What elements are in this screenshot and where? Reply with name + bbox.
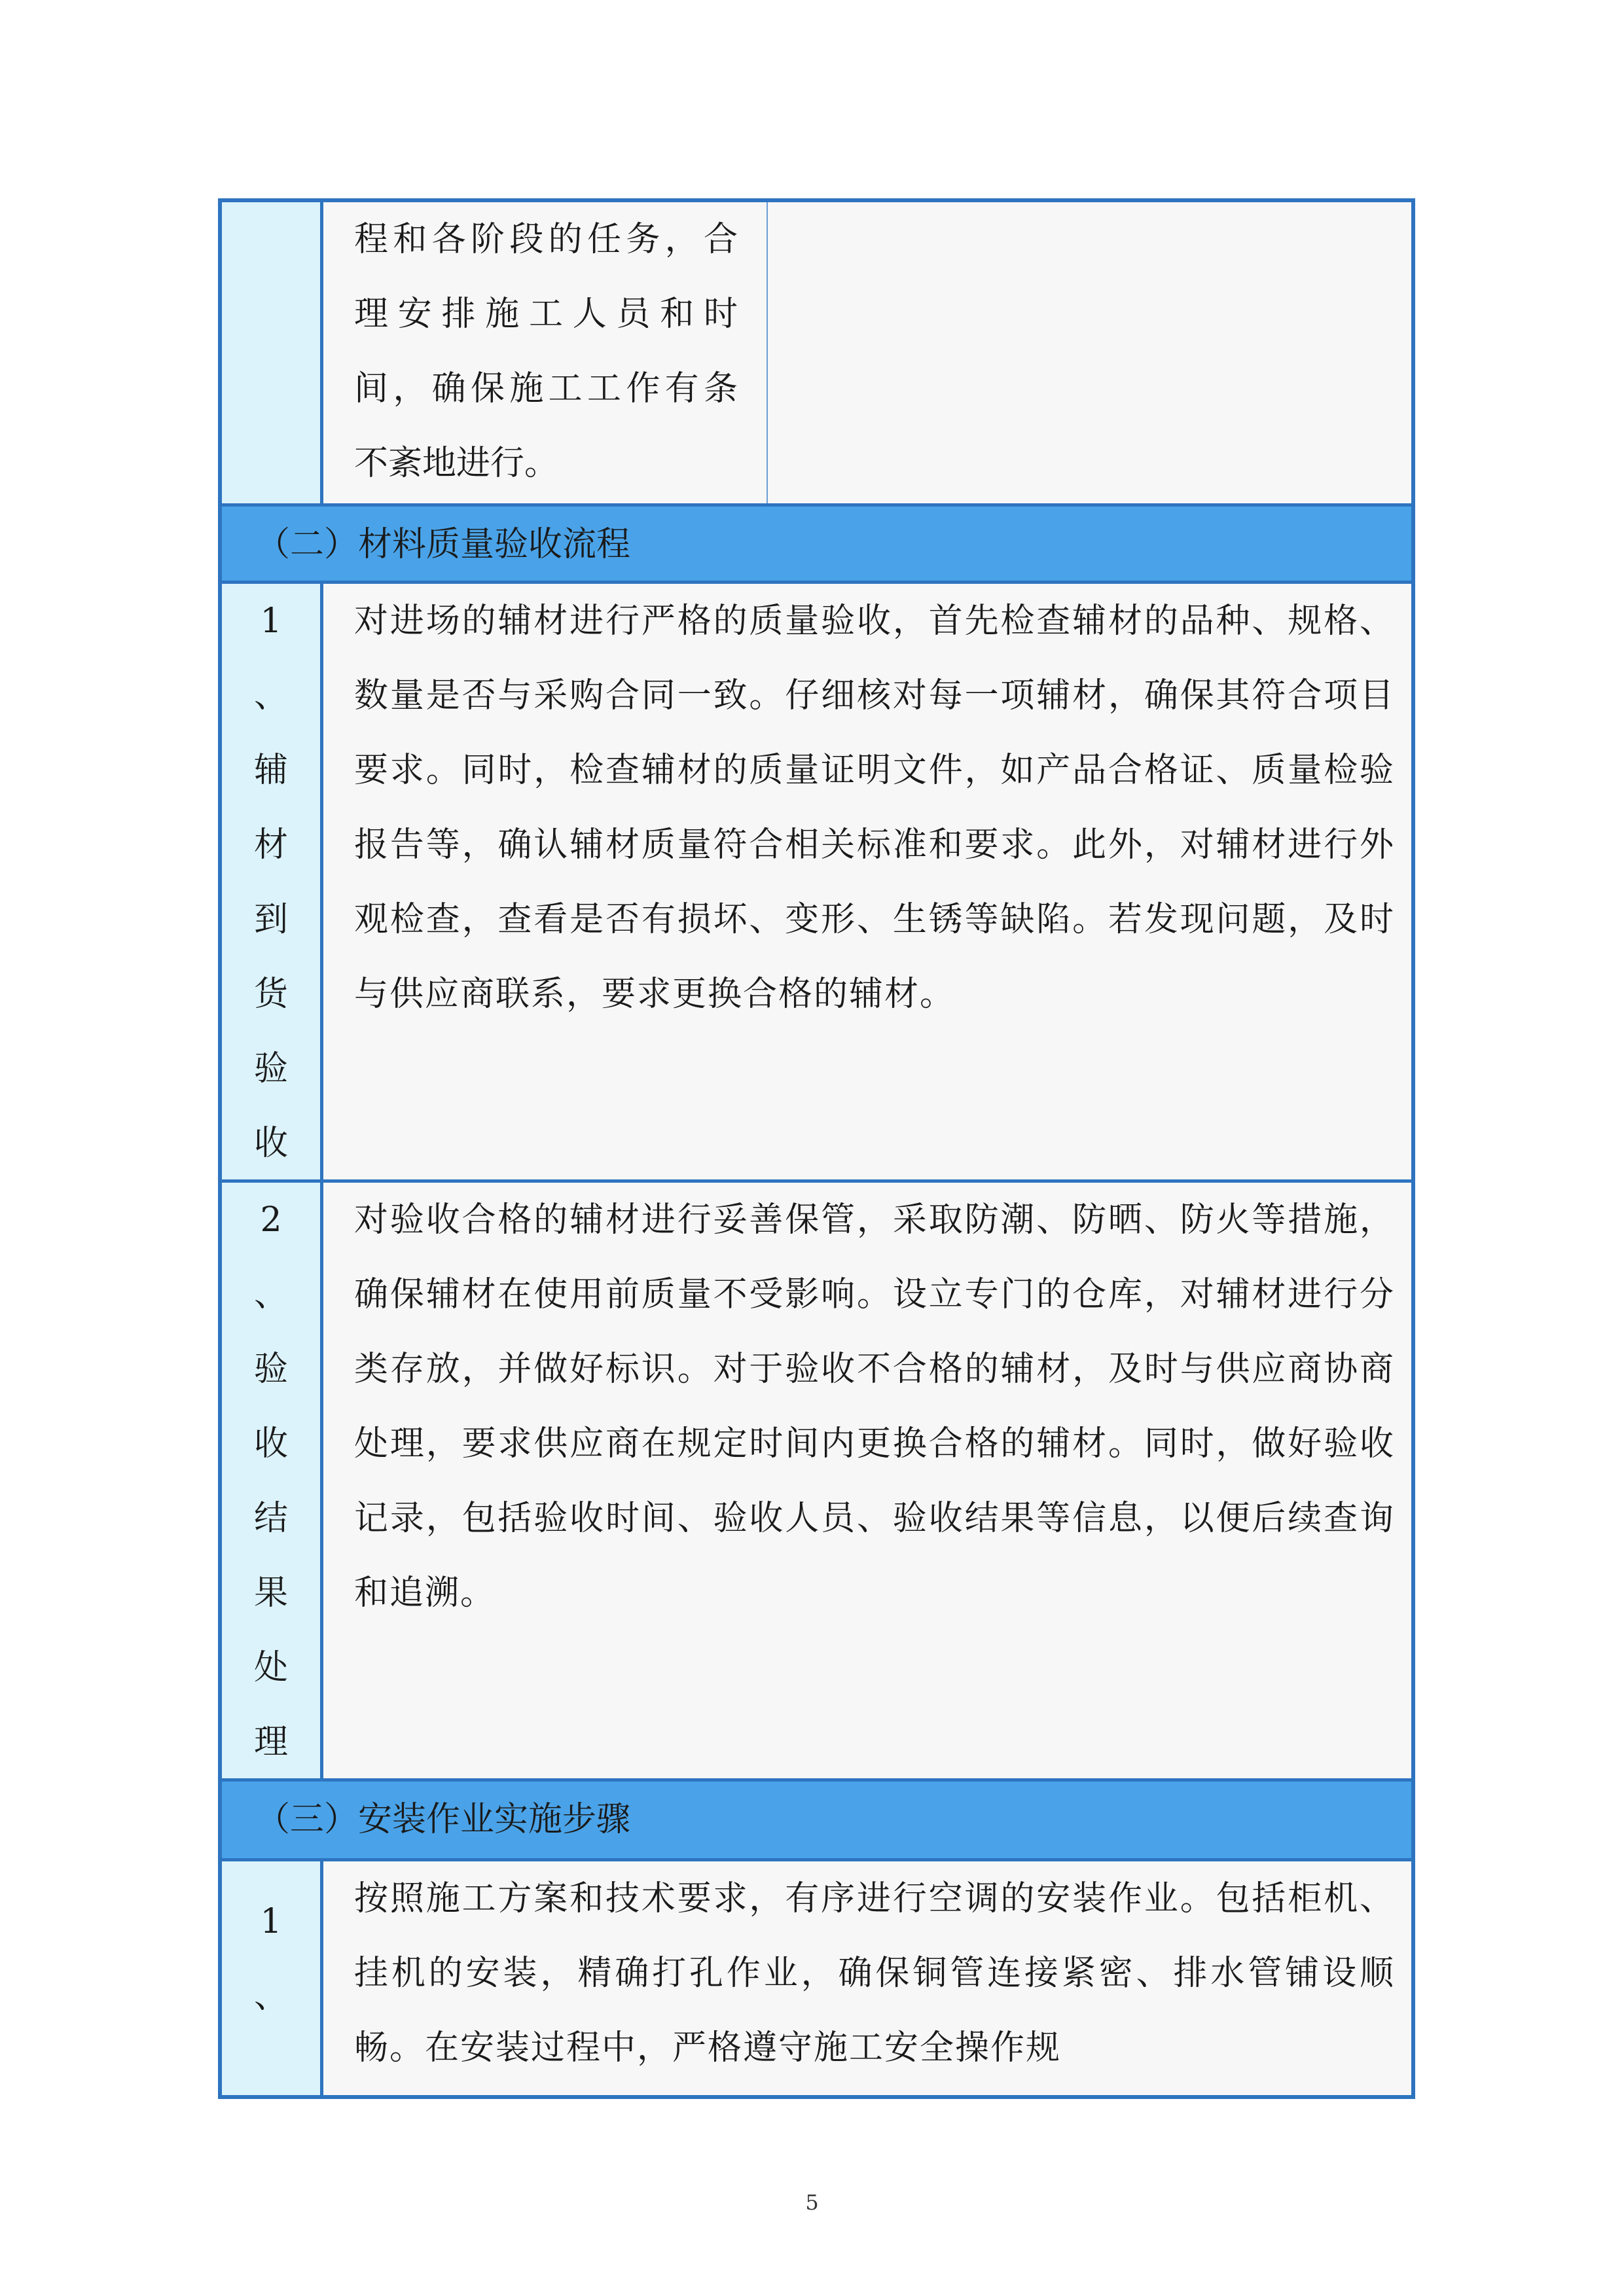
- item-label-char: 货: [253, 975, 288, 1014]
- top-row-line: 理安排施工人员和时: [354, 295, 738, 334]
- top-row-number-cell: [222, 202, 320, 503]
- item-text: 按照施工方案和技术要求，有序进行空调的安装作业。包括柜机、挂机的安装，精确打孔作业，确保铜管连接紧密、排水管铺设顺畅。在安装过程中，严格遵守施工安全操作规: [354, 1879, 1395, 2068]
- item-label-char: 收: [253, 1424, 288, 1463]
- item-label-char: 、: [253, 1275, 288, 1314]
- top-row-line: 间，确保施工工作有条: [354, 369, 738, 408]
- top-row-line: 程和各阶段的任务，合: [354, 220, 738, 259]
- item-label-char: 辅: [253, 751, 288, 790]
- content-table: [218, 198, 1415, 2099]
- item-number-cell: [222, 1183, 320, 1778]
- item-label-char: 2: [260, 1200, 282, 1240]
- column-divider: [320, 1861, 323, 2095]
- item-label-char: 理: [253, 1723, 288, 1762]
- item-text: 对进场的辅材进行严格的质量验收，首先检查辅材的品种、规格、数量是否与采购合同一致。仔细核对每一项辅材，确保其符合项目要求。同时，检查辅材的质量证明文件，如产品合格证、质量检验报告等，确认辅材质量符合相关标准和要求。此外，对辅材进行外观检查，查看是否有损坏、变形、生锈等缺陷。若发现问题，及时与供应商联系，要求更换合格的辅材。: [354, 601, 1395, 1014]
- section-header-text: （三）安装作业实施步骤: [256, 1800, 631, 1839]
- item-label-char: 材: [253, 825, 288, 865]
- column-divider: [320, 202, 323, 503]
- section-header-3: [222, 1782, 1411, 1858]
- page-number: 5: [805, 2190, 819, 2215]
- item-label-char: 1: [260, 1902, 282, 1941]
- section-header-text: （二）材料质量验收流程: [256, 525, 631, 564]
- item-label-char: 验: [253, 1049, 288, 1088]
- item-text: 对验收合格的辅材进行妥善保管，采取防潮、防晒、防火等措施，确保辅材在使用前质量不受影响。设立专门的仓库，对辅材进行分类存放，并做好标识。对于验收不合格的辅材，及时与供应商协商处理，要求供应商在规定时间内更换合格的辅材。同时，做好验收记录，包括验收时间、验收人员、验收结果等信息，以便后续查询和追溯。: [354, 1200, 1395, 1613]
- item-number-cell: [222, 584, 320, 1179]
- top-row-line: 不紊地进行。: [354, 444, 559, 483]
- item-label-char: 果: [253, 1573, 288, 1613]
- column-divider-thin: [767, 202, 768, 503]
- column-divider: [320, 584, 323, 1179]
- item-label-char: 1: [260, 601, 282, 641]
- item-label-char: 、: [253, 676, 288, 715]
- item-label-char: 到: [253, 900, 288, 939]
- item-label-char: 结: [253, 1499, 288, 1538]
- item-label-char: 验: [253, 1350, 288, 1389]
- item-label-char: 处: [253, 1648, 288, 1687]
- item-number-cell: [222, 1861, 320, 2095]
- section-header-2: [222, 507, 1411, 581]
- column-divider: [320, 1183, 323, 1778]
- top-row-text: [354, 202, 738, 501]
- item-label-char: 收: [253, 1124, 288, 1163]
- item-label-char: 、: [253, 1977, 288, 2016]
